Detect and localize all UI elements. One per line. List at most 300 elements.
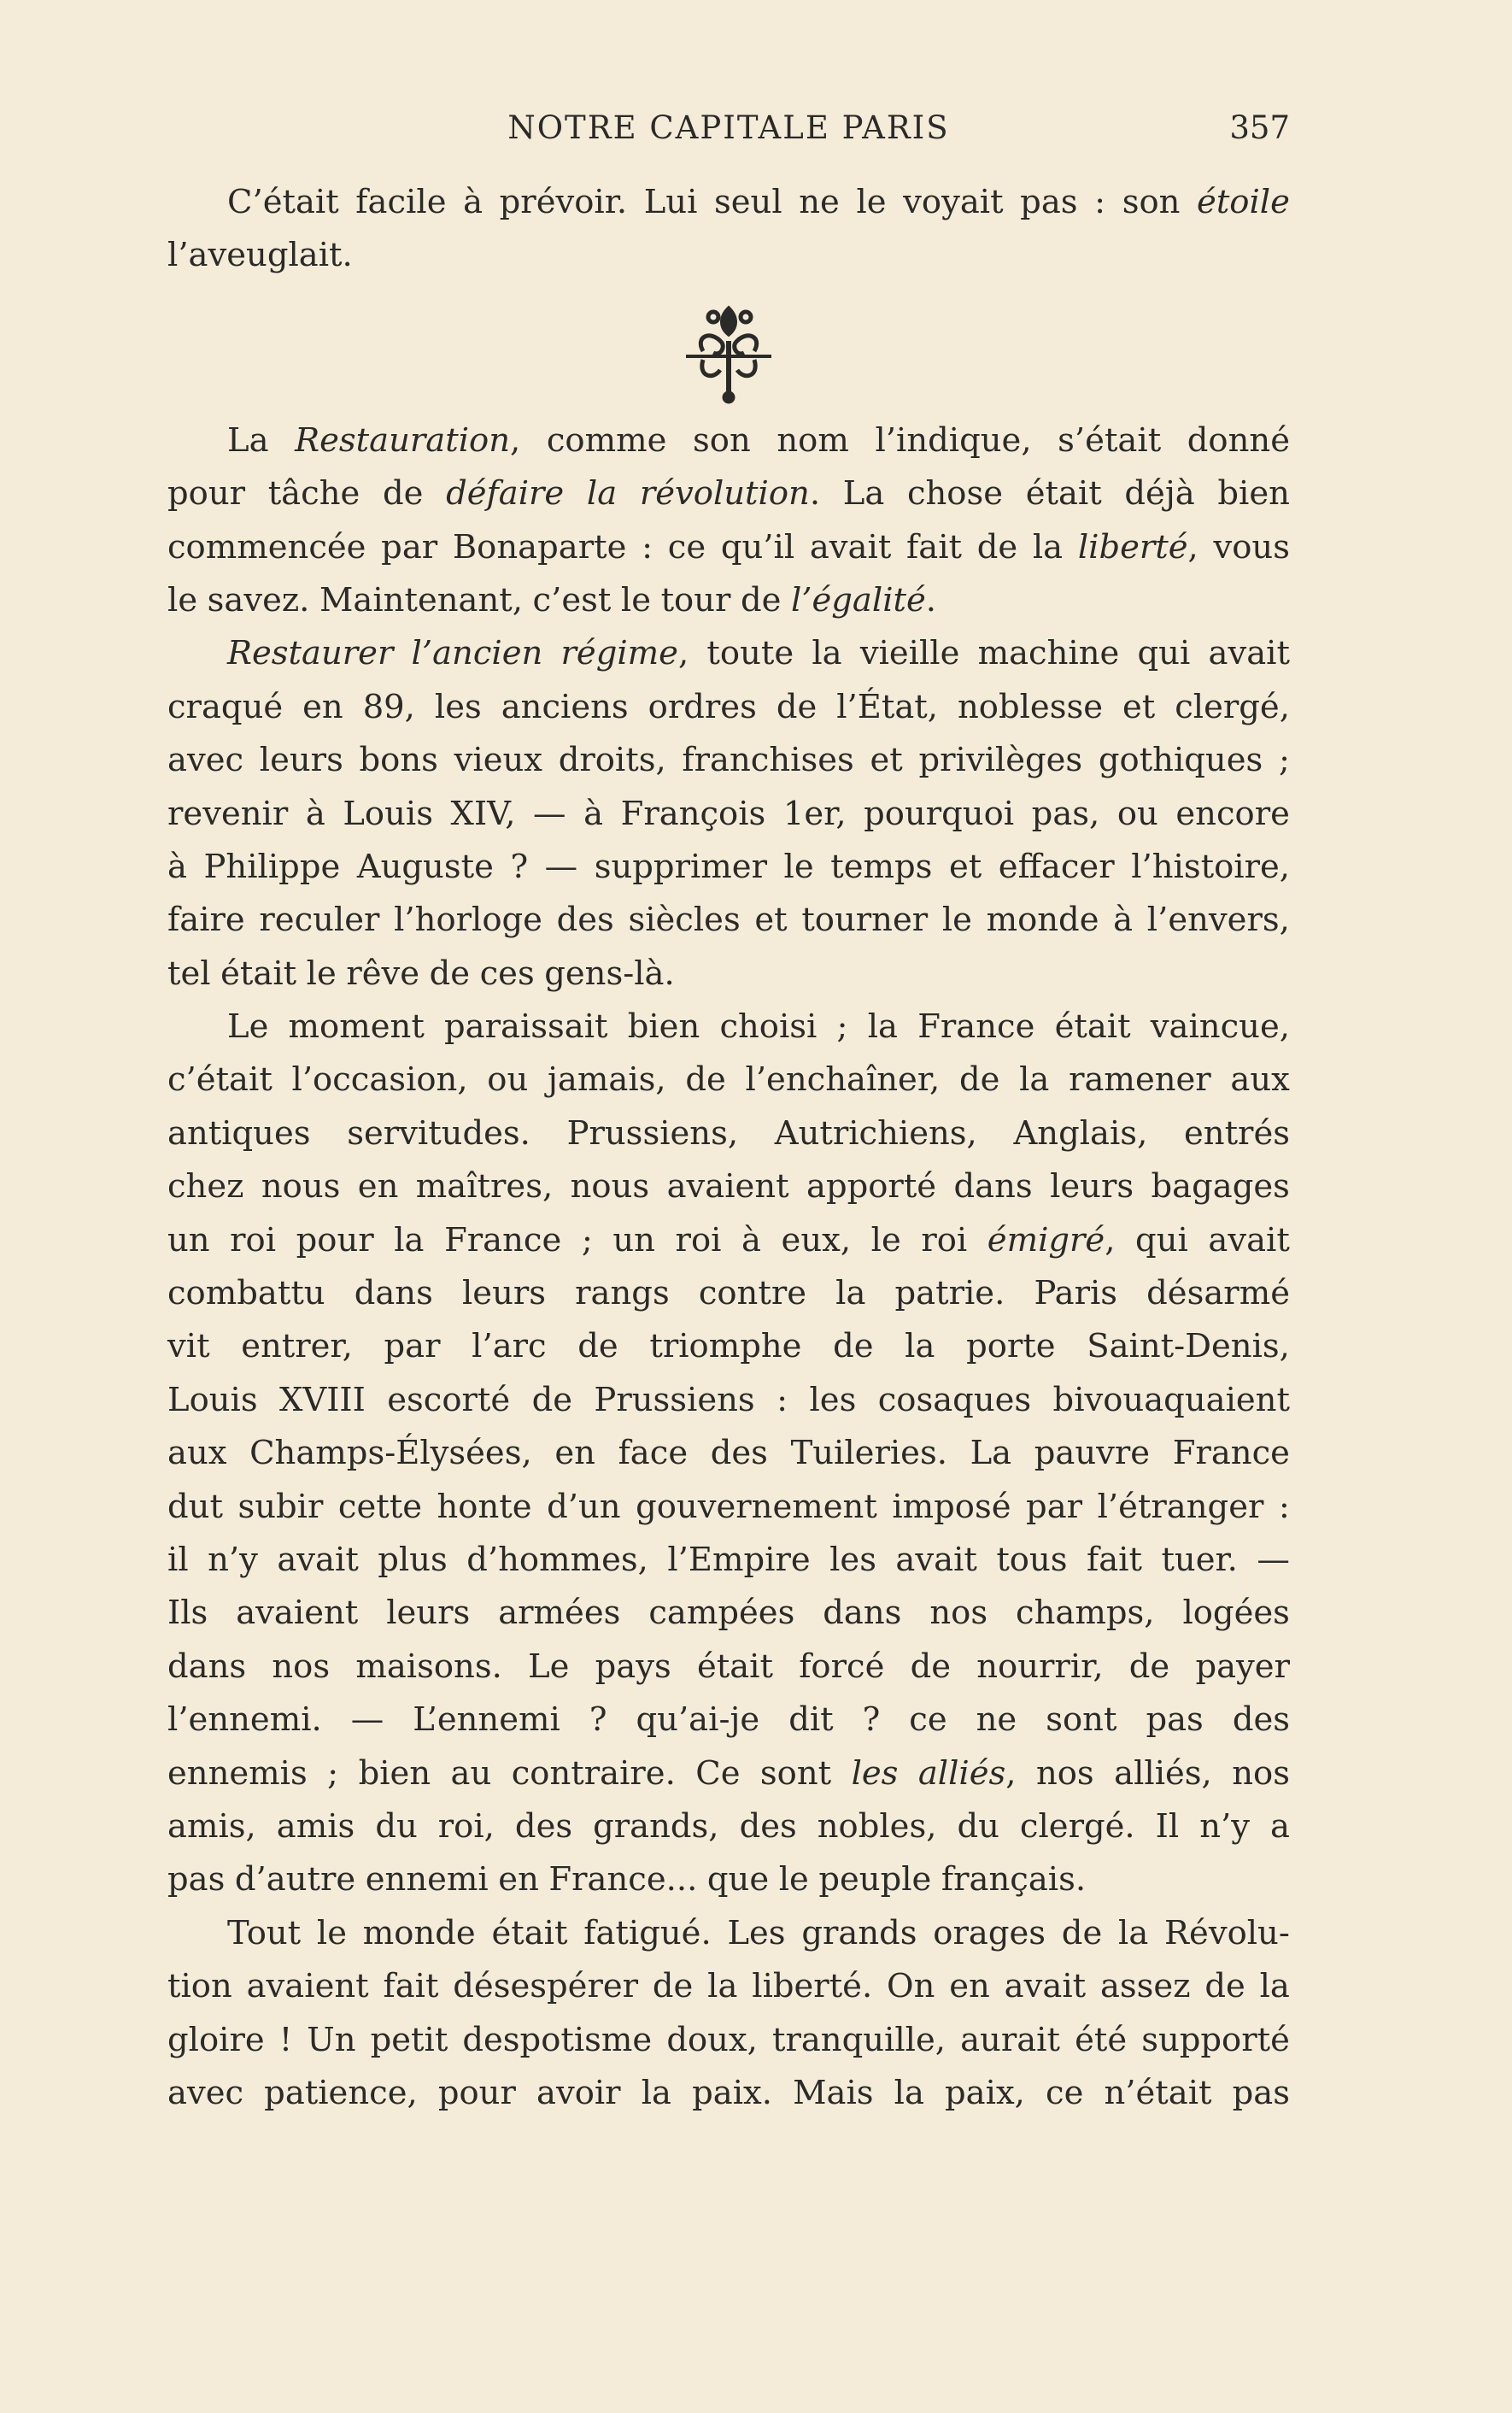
word: rêve (346, 954, 420, 993)
word: des (556, 901, 614, 940)
word: à (305, 794, 325, 833)
word: en (949, 1967, 990, 2006)
word: leurs (259, 741, 343, 780)
word: nos (1232, 1753, 1290, 1793)
word: : (642, 527, 653, 567)
word: droits, (558, 741, 666, 780)
word: le (316, 1913, 348, 1952)
word: Maintenant, (319, 580, 523, 619)
word: alliés, (917, 1753, 1017, 1793)
word: au (450, 1753, 492, 1793)
word: vit (167, 1327, 210, 1366)
word: était (696, 1647, 773, 1686)
word: porte (966, 1327, 1056, 1366)
word: — (533, 794, 566, 833)
word: a (1269, 1806, 1290, 1846)
word: Louis (343, 794, 433, 833)
word: d’un (547, 1487, 621, 1526)
word: fait (383, 1967, 439, 2006)
word: machine (977, 634, 1120, 673)
word: Tout (227, 1913, 302, 1952)
word: Champs-Élysées, (249, 1434, 532, 1473)
word: grands (801, 1913, 917, 1952)
word: à (741, 1220, 761, 1259)
word: doux, (666, 2020, 758, 2059)
word: ce (909, 1700, 947, 1740)
word: et (948, 847, 982, 886)
word: la (1259, 1967, 1290, 2006)
text-line (167, 1267, 1290, 1320)
word: bagages (1151, 1167, 1290, 1206)
word: tâche (267, 474, 360, 514)
word: paraissait (443, 1007, 608, 1047)
word: La (970, 1434, 1012, 1473)
word: l’étranger (1097, 1487, 1264, 1526)
word: temps (830, 847, 933, 886)
word: escorté (387, 1380, 511, 1419)
word: payer (1195, 1647, 1290, 1686)
word: fait (906, 527, 962, 567)
word: — (350, 1700, 384, 1740)
word: de (976, 527, 1018, 567)
word: cosaques (877, 1380, 1032, 1419)
word: servitudes. (347, 1113, 530, 1153)
word: nous (261, 1167, 341, 1206)
word: était (220, 954, 297, 993)
word: n’y (1199, 1806, 1250, 1846)
word: liberté, (1077, 527, 1198, 567)
word: 1er, (782, 794, 847, 833)
word: l’ennemi. (167, 1700, 322, 1740)
word: alliés, (1114, 1753, 1212, 1793)
word: vaincue, (1150, 1007, 1290, 1047)
word: l’égalité. (790, 580, 937, 619)
word: des (710, 1434, 768, 1473)
word: pas (1020, 183, 1078, 221)
word: pour (296, 1220, 374, 1259)
text-line (167, 1747, 1290, 1800)
word: ! (278, 2020, 293, 2059)
word: ? (510, 847, 529, 886)
word: régime, (560, 634, 689, 673)
word: Prussiens, (566, 1113, 739, 1153)
word: le (167, 580, 198, 619)
word: : (1094, 183, 1106, 221)
text-line (167, 894, 1290, 947)
word: en (302, 687, 343, 726)
word: encore (1175, 794, 1290, 833)
word: des (1232, 1700, 1290, 1740)
word: dans (953, 1167, 1033, 1206)
word: s’était (1058, 420, 1162, 460)
text-line (167, 414, 1290, 467)
word: par (381, 527, 438, 567)
word: contre (698, 1274, 807, 1313)
word: par (384, 1327, 441, 1366)
text-line (167, 627, 1290, 680)
word: bivouaquaient (1052, 1380, 1290, 1419)
word: le (870, 1220, 901, 1259)
word: défaire (446, 474, 565, 514)
word: pourquoi (864, 794, 1015, 833)
word: la (1118, 1913, 1149, 1952)
word: les (809, 1380, 857, 1419)
word: ennemis (167, 1753, 308, 1793)
text-line (167, 948, 1290, 1001)
text-line (167, 1001, 1290, 1054)
word: pays (595, 1647, 671, 1686)
word: XIV, (450, 794, 516, 833)
word: de (531, 1380, 573, 1419)
word: avaient (246, 1967, 369, 2006)
word: donné (1187, 420, 1290, 460)
word: roi (921, 1220, 968, 1259)
word: nous (570, 1167, 650, 1206)
word: par (1026, 1487, 1083, 1526)
word: prévoir. (499, 183, 628, 221)
word: de (1128, 1647, 1170, 1686)
word: nom (777, 420, 849, 460)
text-line (167, 1107, 1290, 1160)
word: était (1025, 474, 1102, 514)
word: bien (1217, 474, 1290, 514)
word: vous (1213, 527, 1290, 567)
text-line (167, 734, 1290, 787)
word: avoir (536, 2073, 621, 2112)
text-line (167, 521, 1290, 574)
word: noblesse (957, 687, 1104, 726)
word: supprimer (594, 847, 767, 886)
word: en (498, 1860, 539, 1899)
text-line (167, 1587, 1290, 1640)
word: facile (355, 183, 447, 221)
word: tour (660, 580, 731, 619)
word: français. (941, 1860, 1087, 1899)
word: en (554, 1434, 595, 1473)
word: Le (227, 1007, 269, 1047)
word: tourner (801, 901, 929, 940)
word: un (167, 1220, 210, 1259)
word: son (1122, 183, 1181, 221)
word: plus (378, 1540, 448, 1579)
word: orages (933, 1913, 1046, 1952)
word: l’envers, (1146, 901, 1290, 940)
word: dut (167, 1487, 223, 1526)
word: ne (976, 1700, 1017, 1740)
word: la (894, 2073, 924, 2112)
word: avait (895, 1540, 977, 1579)
word: avait (277, 1540, 359, 1579)
word: voyait (903, 183, 1004, 221)
word: comme (546, 420, 667, 460)
word: Autrichiens, (774, 1113, 977, 1153)
word: ? (589, 1700, 607, 1740)
word: France (444, 1220, 562, 1259)
word: c’est (532, 580, 612, 619)
word: Philippe (203, 847, 341, 886)
word: avait (1208, 1220, 1290, 1259)
word: grands, (593, 1806, 719, 1846)
word: avait (1004, 1967, 1087, 2006)
word: armées (498, 1594, 621, 1633)
word: roi (675, 1220, 722, 1259)
word: paix, (945, 2073, 1025, 2112)
word: XVIII (279, 1380, 366, 1419)
word: la (905, 1327, 935, 1366)
word: de (1061, 1913, 1103, 1952)
text-line (167, 1214, 1290, 1267)
text-line (167, 176, 1290, 229)
word: dans (167, 1647, 247, 1686)
word: ; (581, 1220, 593, 1259)
word: l’État, (836, 687, 939, 726)
word: qui (1137, 634, 1191, 673)
word: : (777, 1380, 788, 1419)
word: savez. (207, 580, 310, 619)
word: France... (548, 1860, 698, 1899)
word: dit (788, 1700, 834, 1740)
page-number: 357 (1229, 109, 1290, 146)
word: reculer (259, 901, 380, 940)
word: — (1257, 1540, 1290, 1579)
word: craqué (167, 687, 284, 726)
word: la (812, 634, 842, 673)
word: jamais, (547, 1060, 666, 1100)
word: seul (714, 183, 782, 221)
word: La (842, 474, 885, 514)
word: de (910, 1647, 952, 1686)
word: commencée (167, 527, 366, 567)
text-line (167, 1641, 1290, 1694)
text-line (167, 1160, 1290, 1213)
word: antiques (167, 1113, 311, 1153)
word: pas (1146, 1700, 1204, 1740)
word: pas (1232, 2073, 1290, 2112)
word: dans (823, 1594, 902, 1633)
word: supporté (1141, 2020, 1290, 2059)
word: Saint-Denis, (1087, 1327, 1290, 1366)
word: avaient (666, 1167, 789, 1206)
word: et (870, 741, 903, 780)
fleuron-icon (167, 286, 1290, 416)
word: tuer. (1161, 1540, 1238, 1579)
text-line (167, 1481, 1290, 1534)
text-line (167, 841, 1290, 894)
word: du (957, 1806, 999, 1846)
word: n’était (1104, 2073, 1212, 2112)
word: faire (167, 901, 245, 940)
word: revenir (167, 794, 289, 833)
word: fait (1086, 1540, 1142, 1579)
word: avait (1208, 634, 1290, 673)
word: et (754, 901, 788, 940)
word: pas (167, 1860, 226, 1899)
word: effacer (998, 847, 1115, 886)
word: Il (1155, 1806, 1180, 1846)
text-line (167, 1320, 1290, 1373)
word: ou (1116, 794, 1158, 833)
word: un (612, 1220, 655, 1259)
word: pas, (1031, 794, 1100, 833)
word: Restauration, (295, 420, 521, 460)
text-line (167, 1960, 1290, 2013)
word: nos (272, 1647, 331, 1686)
word: le (306, 954, 337, 993)
word: la (867, 1007, 898, 1047)
word: à (1113, 901, 1134, 940)
word: monde (986, 901, 1099, 940)
word: amis, (167, 1806, 256, 1846)
word: Un (307, 2020, 356, 2059)
word: leurs (386, 1594, 471, 1633)
word: la (586, 474, 618, 514)
word: des (739, 1806, 797, 1846)
word: toute (706, 634, 794, 673)
text-line (167, 788, 1290, 841)
word: siècles (628, 901, 741, 940)
word: du (375, 1806, 418, 1846)
word: moment (288, 1007, 425, 1047)
word: imposé (892, 1487, 1011, 1526)
word: la (835, 1274, 866, 1313)
text-line (167, 681, 1290, 734)
word: François (620, 794, 766, 833)
word: leurs (461, 1274, 547, 1313)
word: liberté. (752, 1967, 873, 2006)
word: entrer, (241, 1327, 353, 1366)
text-line (167, 229, 1290, 282)
word: Les (727, 1913, 786, 1952)
word: bien (358, 1753, 431, 1793)
word: la (707, 1967, 738, 2006)
word: rangs (575, 1274, 670, 1313)
word: nourrir, (976, 1647, 1104, 1686)
text-line (167, 1427, 1290, 1480)
word: le (620, 580, 652, 619)
page-header (167, 109, 1290, 161)
word: L’ennemi (413, 1700, 560, 1740)
word: aux (167, 1434, 227, 1473)
word: l’horloge (394, 901, 542, 940)
word: sont (1046, 1700, 1117, 1740)
text-line (167, 1534, 1290, 1587)
word: vieux (454, 741, 542, 780)
word: franchises (682, 741, 854, 780)
word: peuple (818, 1860, 932, 1899)
word: face (618, 1434, 689, 1473)
word: que (706, 1860, 770, 1899)
word: cette (337, 1487, 422, 1526)
word: pour (167, 474, 246, 514)
word: aux (1230, 1060, 1290, 1100)
word: Le (528, 1647, 570, 1686)
text-line (167, 1054, 1290, 1107)
word: ou (487, 1060, 529, 1100)
word: tranquille, (771, 2020, 946, 2059)
word: qui (1135, 1220, 1188, 1259)
word: il (167, 1540, 189, 1579)
word: vieille (859, 634, 960, 673)
word: France (1172, 1434, 1290, 1473)
word: de (429, 954, 471, 993)
word: La (227, 420, 269, 460)
word: Ce (695, 1753, 741, 1793)
word: tous (996, 1540, 1068, 1579)
word: qu’il (720, 527, 795, 567)
word: chose (906, 474, 1004, 514)
word: la (641, 2073, 671, 2112)
word: Anglais, (1013, 1113, 1148, 1153)
word: ordres (648, 687, 757, 726)
word: gothiques (1098, 741, 1263, 780)
word: assez (1099, 1967, 1191, 2006)
word: logées (1182, 1594, 1290, 1633)
word: tion (167, 1967, 232, 2006)
word: : (1278, 1487, 1290, 1526)
word: le (778, 1860, 809, 1899)
word: la (1032, 527, 1064, 567)
word: d’autre (234, 1860, 356, 1899)
word: ces (479, 954, 535, 993)
word: l’aveuglait. (167, 236, 353, 275)
word: subir (237, 1487, 324, 1526)
text-line (167, 1907, 1290, 1960)
word: des (514, 1806, 573, 1846)
word: ; (1278, 741, 1290, 780)
word: était (1054, 1007, 1131, 1047)
word: de (382, 474, 424, 514)
word: qu’ai-je (636, 1700, 760, 1740)
word: de (1204, 1967, 1245, 2006)
word: l’enchaîner, (745, 1060, 941, 1100)
word: l’ancien (411, 634, 543, 673)
word: ; (836, 1007, 848, 1047)
word: chez (167, 1167, 244, 1206)
word: désarmé (1146, 1274, 1290, 1313)
word: été (1075, 2020, 1128, 2059)
word: avec (167, 2073, 244, 2112)
word: révolution. (639, 474, 821, 514)
word: de (740, 580, 782, 619)
word: maîtres, (415, 1167, 554, 1206)
word: Lui (643, 183, 698, 221)
word: — (544, 847, 578, 886)
word: pauvre (1034, 1434, 1151, 1473)
word: ce (1046, 2073, 1084, 2112)
word: tel (167, 954, 211, 993)
word: de (577, 1327, 618, 1366)
word: bons (359, 741, 438, 780)
word: privilèges (918, 741, 1083, 780)
word: gouvernement (636, 1487, 877, 1526)
word: gens-là. (544, 954, 675, 993)
word: Révolu- (1164, 1913, 1290, 1952)
word: champs, (1016, 1594, 1155, 1633)
word: On (887, 1967, 935, 2006)
word: roi, (437, 1806, 495, 1846)
word: c’était (167, 1060, 273, 1100)
word: monde (362, 1913, 476, 1952)
word: et (1122, 687, 1156, 726)
word: Mais (793, 2073, 874, 2112)
word: Ils (167, 1594, 208, 1633)
word: choisi (719, 1007, 818, 1047)
word: France (917, 1007, 1035, 1047)
word: petit (370, 2020, 448, 2059)
word: ce (667, 527, 706, 567)
word: les (851, 1753, 899, 1793)
word: 89, (362, 687, 415, 726)
